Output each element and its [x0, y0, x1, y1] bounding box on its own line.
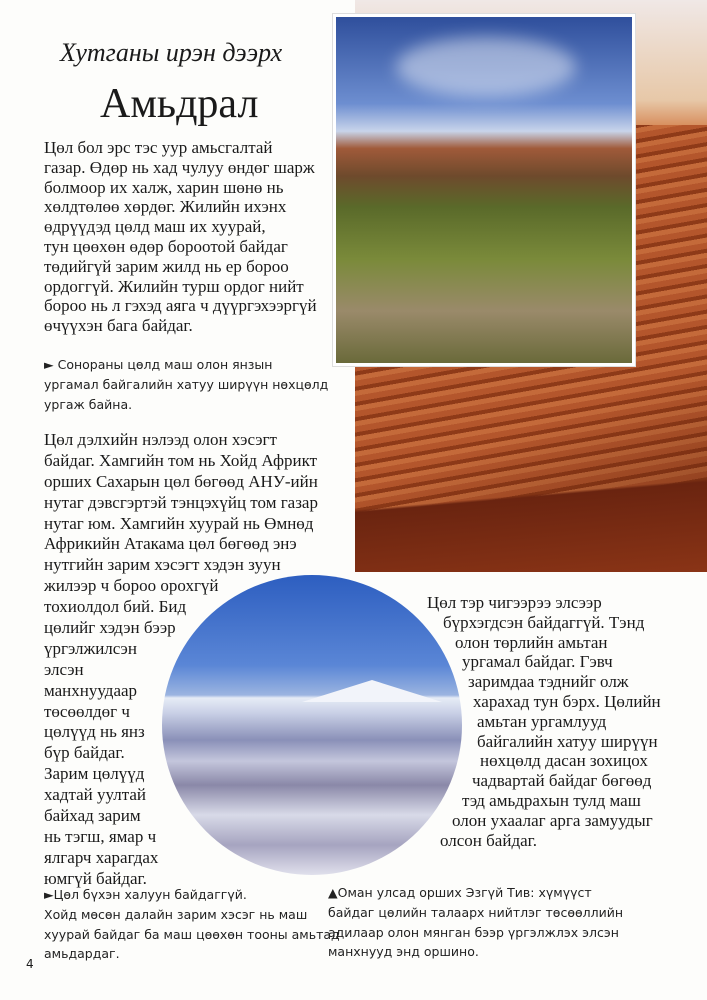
text-line: хуурай байдаг ба маш цөөхөн тооны амьтад	[44, 926, 340, 942]
text-line: олон төрлийн амьтан	[455, 632, 608, 652]
text-line: үргэлжилсэн	[44, 638, 137, 658]
text-line: Цөл дэлхийн нэлээд олон хэсэгт	[44, 430, 277, 449]
text-line: ► Сонораны цөлд маш олон янзын	[44, 357, 273, 372]
text-line: ордоггүй. Жилийн турш ордог нийт	[44, 276, 304, 296]
text-line: бүр байдаг.	[44, 743, 125, 763]
text-line: Зарим цөлүүд	[44, 764, 145, 784]
text-line: хадтай уултай	[44, 785, 147, 805]
page-subtitle: Хутганы ирэн дээрх	[60, 38, 283, 67]
text-line: олсон байдаг.	[440, 830, 537, 850]
text-line: харахад тун бэрх. Цөлийн	[473, 691, 661, 711]
text-line: ургамал байгалийн хатуу ширүүн нөхцөлд	[44, 376, 329, 392]
text-line: нь тэгш, ямар ч	[44, 826, 157, 846]
text-line: нутаг дэвсгэртэй тэнцэхүйц том газар	[44, 492, 318, 512]
text-line: өдрүүдэд цөлд маш их хуурай,	[44, 217, 266, 237]
text-line: ▲Оман улсад орших Эзгүй Тив: хүмүүст	[328, 885, 592, 900]
text-line: бүрхэгдсэн байдаггүй. Тэнд	[443, 612, 645, 632]
text-line: цөлийг хэдэн бээр	[44, 618, 176, 638]
text-line: тохиолдол бий. Бид	[44, 597, 187, 617]
text-line: байхад зарим	[44, 806, 141, 826]
paragraph-intro	[44, 138, 317, 336]
caption-arctic	[44, 885, 340, 964]
text-line: газар. Өдөр нь хад чулуу өндөг шарж	[44, 157, 315, 177]
text-line: өчүүхэн бага байдаг.	[44, 316, 193, 336]
page-title: Амьдрал	[100, 81, 259, 127]
text-line: хөлдтөлөө хөрдөг. Жилийн ихэнх	[44, 197, 287, 217]
text-line: амьтан ургамлууд	[477, 711, 607, 731]
text-line: ялгарч харагдах	[44, 847, 159, 867]
text-line: бороо нь л гэхэд аяга ч дүүргэхээргүй	[44, 296, 317, 316]
caption-sonoran	[44, 355, 328, 414]
paragraph-life	[0, 593, 661, 850]
text-line: тэд амьдрахын тулд маш	[462, 790, 641, 810]
caption-oman	[328, 883, 623, 962]
text-line: нутаг юм. Хамгийн хуурай нь Өмнөд	[44, 513, 314, 533]
text-line: олон ухаалаг арга замуудыг	[452, 810, 653, 830]
text-line: байдаг. Хамгийн том нь Хойд Африкт	[44, 450, 318, 470]
text-line: цөлүүд нь янз	[44, 722, 145, 742]
sonoran-desert-photo	[333, 14, 635, 366]
text-line: ургаж байна.	[44, 396, 133, 412]
text-line: жилээр ч бороо орохгүй	[44, 576, 219, 596]
text-line: тун цөөхөн өдөр бороотой байдаг	[44, 236, 288, 256]
text-line: ►Цөл бүхэн халуун байдаггүй.	[44, 887, 247, 902]
text-line: заримдаа тэднийг олж	[468, 672, 629, 692]
text-line: адилаар олон мянган бээр үргэлжлэх элсэн	[328, 924, 619, 940]
text-line: нутгийн зарим хэсэгт хэдэн зуун	[44, 555, 281, 575]
text-line: амьдардаг.	[44, 946, 120, 962]
text-line: юмгүй байдаг.	[44, 868, 147, 888]
text-line: байдаг цөлийн талаарх нийтлэг төсөөллийн	[328, 904, 624, 920]
text-line: төсөөлдөг ч	[44, 701, 130, 721]
text-line: Африкийн Атакама цөл бөгөөд энэ	[44, 534, 297, 554]
text-line: байгалийн хатуу ширүүн	[477, 731, 658, 751]
text-line: манхнууд энд оршино.	[328, 944, 479, 960]
text-line: төдийгүй зарим жилд нь ер бороо	[44, 256, 289, 276]
text-line: элсэн	[44, 659, 84, 679]
text-line: Хойд мөсөн далайн зарим хэсэг нь маш	[44, 906, 308, 922]
text-line: Цөл бол эрс тэс уур амьсгалтай	[44, 138, 273, 157]
text-line: ургамал байдаг. Гэвч	[462, 652, 613, 672]
text-line: манхнуудаар	[44, 680, 138, 700]
text-line: болмоор их халж, харин шөнө нь	[44, 177, 284, 197]
text-line: нөхцөлд дасан зохицох	[480, 751, 648, 771]
text-line: чадвартай байдаг бөгөөд	[472, 771, 652, 791]
text-line: орших Сахарын цөл бөгөөд АНУ-ийн	[44, 471, 318, 491]
text-line: Цөл тэр чигээрээ элсээр	[427, 593, 602, 612]
page-number: 4	[26, 957, 34, 971]
